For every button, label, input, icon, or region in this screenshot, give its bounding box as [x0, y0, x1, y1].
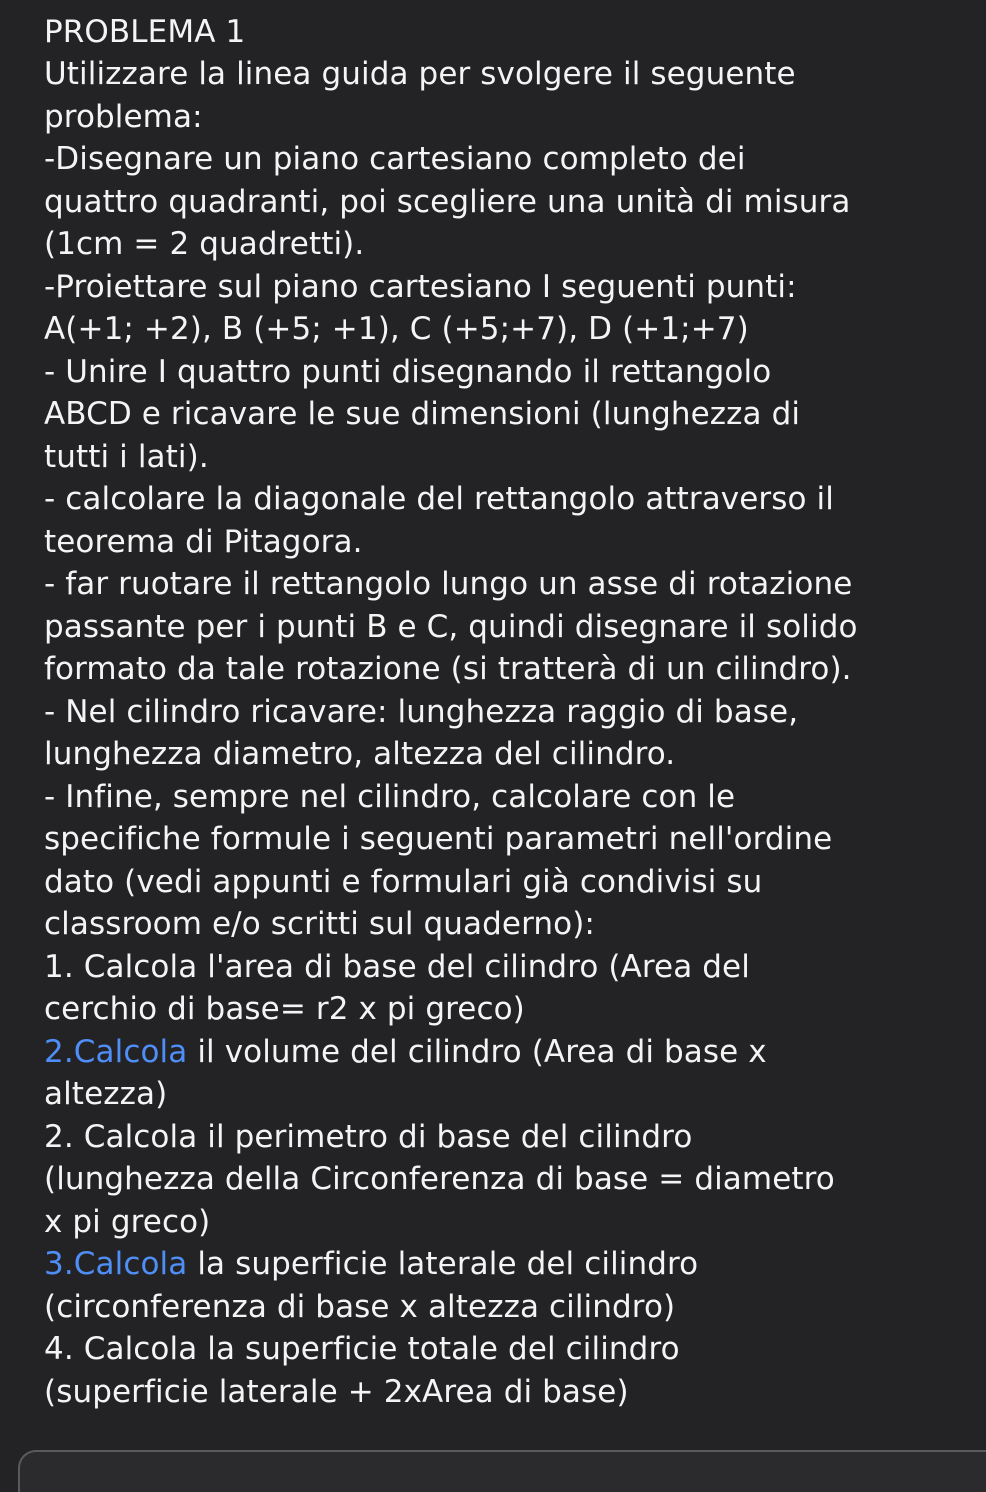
text-line: passante per i punti B e C, quindi disegnare il solido — [44, 609, 858, 645]
text-line: (superficie laterale + 2xArea di base) — [44, 1374, 629, 1410]
text-line: cerchio di base= r2 x pi greco) — [44, 991, 525, 1027]
text-line: specifiche formule i seguenti parametri nell'ordine — [44, 821, 833, 857]
text-line: quattro quadranti, poi scegliere una unità di misura — [44, 184, 851, 220]
text-line: dato (vedi appunti e formulari già condivisi su — [44, 864, 763, 900]
text-line: - Unire I quattro punti disegnando il rettangolo — [44, 354, 772, 390]
text-line: tutti i lati). — [44, 439, 209, 475]
text-line: (circonferenza di base x altezza cilindro) — [44, 1289, 676, 1325]
text-line: lunghezza diametro, altezza del cilindro. — [44, 736, 676, 772]
text-line: (1cm = 2 quadretti). — [44, 226, 365, 262]
text-line — [44, 1032, 767, 1072]
text-line: - Nel cilindro ricavare: lunghezza raggio di base, — [44, 694, 799, 730]
text-line: ABCD e ricavare le sue dimensioni (lunghezza di — [44, 396, 801, 432]
problem-title: PROBLEMA 1 — [44, 14, 246, 50]
text-line: Utilizzare la linea guida per svolgere il seguente — [44, 56, 796, 92]
text-line: 2. Calcola il perimetro di base del cilindro — [44, 1119, 693, 1155]
text-line: - Infine, sempre nel cilindro, calcolare con le — [44, 779, 736, 815]
text-line-rest: la superficie laterale del cilindro — [187, 1246, 699, 1282]
text-line: (lunghezza della Circonferenza di base = diametro — [44, 1161, 835, 1197]
text-line: formato da tale rotazione (si tratterà di un cilindro). — [44, 651, 852, 687]
text-line: x pi greco) — [44, 1204, 211, 1240]
text-line-rest: il volume del cilindro (Area di base x — [187, 1034, 767, 1070]
calcola-link[interactable]: 2.Calcola — [44, 1034, 188, 1070]
text-line — [44, 1244, 698, 1284]
text-line: problema: — [44, 99, 203, 135]
text-line: - far ruotare il rettangolo lungo un asse di rotazione — [44, 566, 853, 602]
text-line: -Proiettare sul piano cartesiano I seguenti punti: — [44, 269, 797, 305]
calcola-link[interactable]: 3.Calcola — [44, 1246, 188, 1282]
bottom-panel — [18, 1450, 986, 1492]
text-line: 1. Calcola l'area di base del cilindro (Area del — [44, 949, 750, 985]
text-line: - calcolare la diagonale del rettangolo attraverso il — [44, 481, 834, 517]
text-line: A(+1; +2), B (+5; +1), C (+5;+7), D (+1;+7) — [44, 311, 749, 347]
text-line: -Disegnare un piano cartesiano completo dei — [44, 141, 746, 177]
text-line: classroom e/o scritti sul quaderno): — [44, 906, 595, 942]
text-line: teorema di Pitagora. — [44, 524, 363, 560]
text-line: altezza) — [44, 1076, 168, 1112]
text-line: 4. Calcola la superficie totale del cilindro — [44, 1331, 680, 1367]
